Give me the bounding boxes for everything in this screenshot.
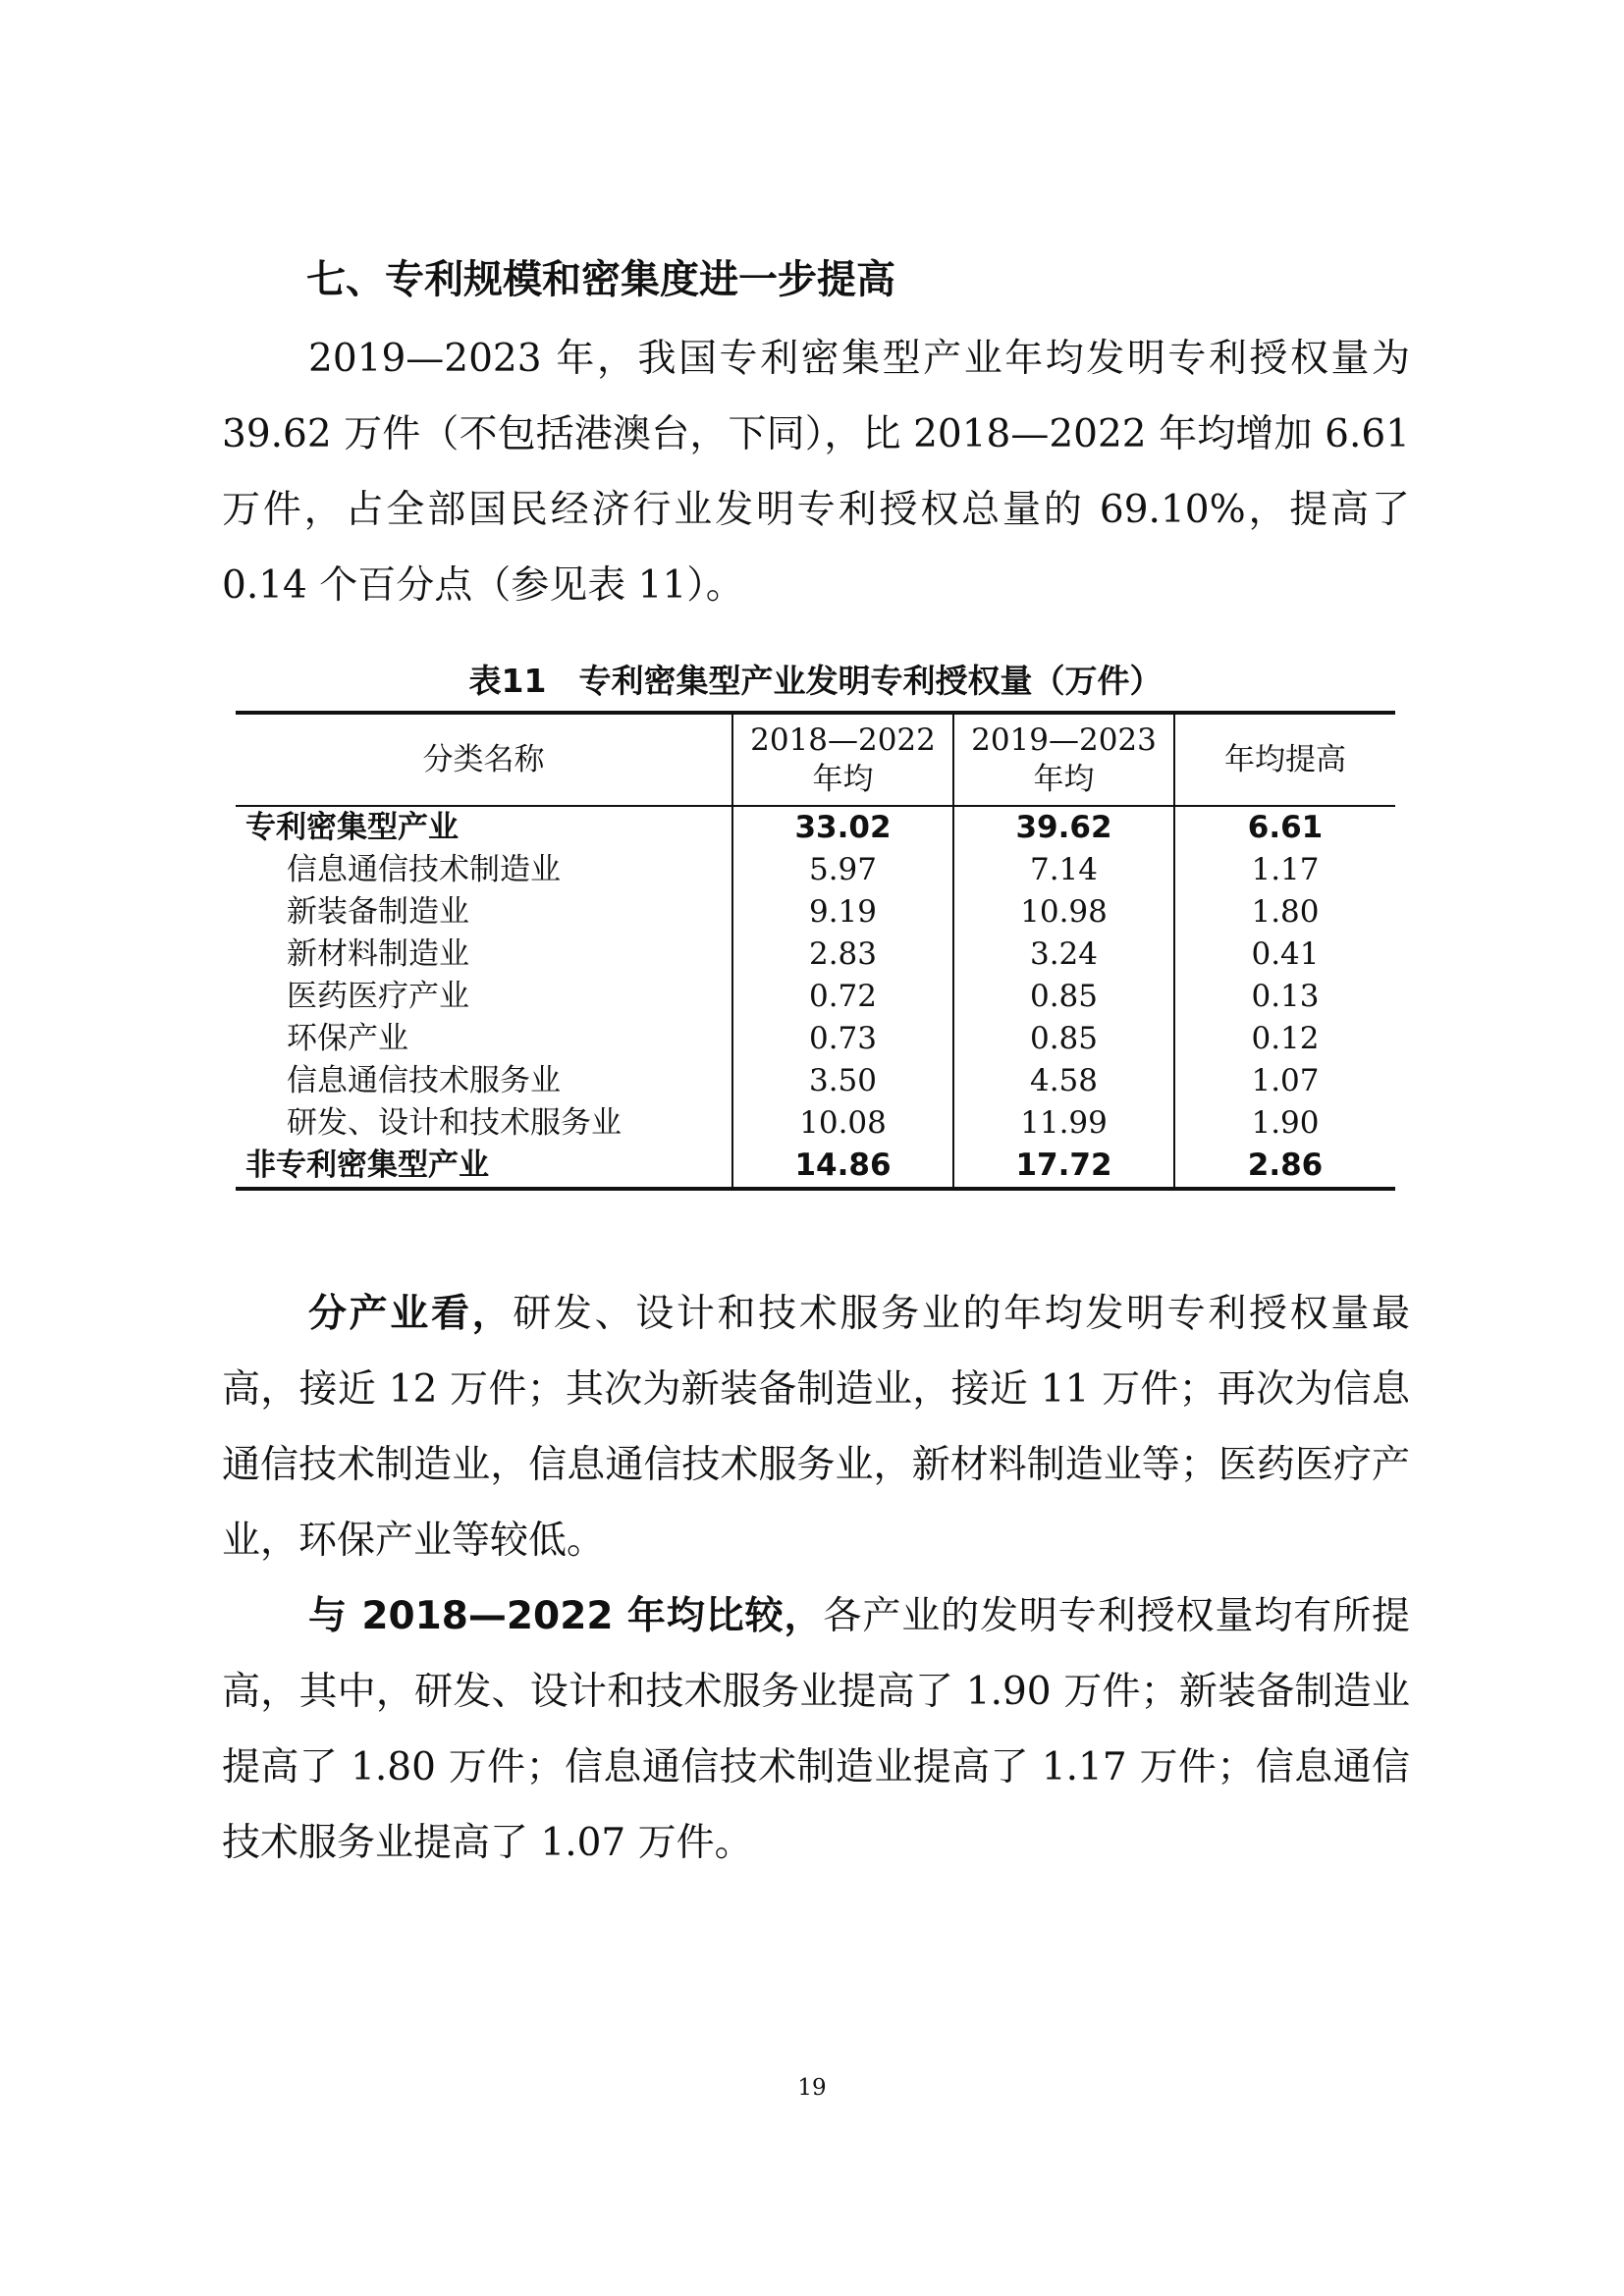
paragraph-body: 研发、设计和技术服务业的年均发明专利授权量最高，接近 12 万件；其次为新装备制造业，接近 11 万件；再次为信息通信技术制造业，信息通信技术服务业，新材料制造业等；医药医疗产业，环保产业等较低。 xyxy=(222,1292,1410,1563)
row-value-2019: 39.62 xyxy=(953,806,1174,849)
table-row xyxy=(236,849,1395,891)
patent-grants-table xyxy=(236,711,1395,1191)
table-row xyxy=(236,1145,1395,1189)
row-value-2018: 0.73 xyxy=(732,1018,953,1060)
row-value-increase: 6.61 xyxy=(1174,806,1395,849)
row-value-increase: 0.12 xyxy=(1174,1018,1395,1060)
header-category: 分类名称 xyxy=(236,713,732,806)
row-value-2019: 0.85 xyxy=(953,976,1174,1018)
row-value-2019: 4.58 xyxy=(953,1060,1174,1102)
paragraph-by-industry xyxy=(222,1276,1410,1578)
row-value-2019: 7.14 xyxy=(953,849,1174,891)
row-name: 新装备制造业 xyxy=(287,894,469,930)
row-name: 信息通信技术制造业 xyxy=(287,852,561,887)
table-row xyxy=(236,1018,1395,1060)
row-value-increase: 1.17 xyxy=(1174,849,1395,891)
row-value-increase: 1.90 xyxy=(1174,1102,1395,1145)
page-number: 19 xyxy=(797,2075,827,2101)
row-value-increase: 0.41 xyxy=(1174,934,1395,976)
paragraph-summary: 2019—2023 年，我国专利密集型产业年均发明专利授权量为 39.62 万件（不包括港澳台，下同），比 2018—2022 年均增加 6.61 万件，占全部国民经济行业发明专利授权总量的 69.10%，提高了 0.14 个百分点（参见表 11）。 xyxy=(222,337,1410,608)
paragraph-lead: 分产业看， xyxy=(308,1292,514,1336)
table-row xyxy=(236,1060,1395,1102)
row-value-2019: 10.98 xyxy=(953,891,1174,934)
row-value-2019: 0.85 xyxy=(953,1018,1174,1060)
row-name: 环保产业 xyxy=(287,1021,408,1056)
row-value-increase: 1.07 xyxy=(1174,1060,1395,1102)
row-value-2018: 14.86 xyxy=(732,1145,953,1189)
header-annual-increase: 年均提高 xyxy=(1174,713,1395,806)
row-value-2018: 10.08 xyxy=(732,1102,953,1145)
row-name: 医药医疗产业 xyxy=(287,979,469,1014)
row-name: 新材料制造业 xyxy=(287,936,469,972)
row-value-2019: 17.72 xyxy=(953,1145,1174,1189)
table-row xyxy=(236,976,1395,1018)
row-value-2019: 3.24 xyxy=(953,934,1174,976)
row-name: 非专利密集型产业 xyxy=(245,1148,489,1183)
row-name: 专利密集型产业 xyxy=(245,810,459,845)
row-name: 信息通信技术服务业 xyxy=(287,1063,561,1098)
paragraph-lead: 与 2018—2022 年均比较， xyxy=(308,1594,824,1638)
row-value-2019: 11.99 xyxy=(953,1102,1174,1145)
table-header-row xyxy=(236,713,1395,806)
row-value-increase: 1.80 xyxy=(1174,891,1395,934)
section-heading: 七、专利规模和密集度进一步提高 xyxy=(306,257,895,302)
row-value-2018: 9.19 xyxy=(732,891,953,934)
row-value-2018: 2.83 xyxy=(732,934,953,976)
row-value-increase: 2.86 xyxy=(1174,1145,1395,1189)
row-value-2018: 5.97 xyxy=(732,849,953,891)
row-value-2018: 33.02 xyxy=(732,806,953,849)
header-2018-2022-avg: 2018—2022 年均 xyxy=(732,713,953,806)
table-row xyxy=(236,934,1395,976)
row-value-increase: 0.13 xyxy=(1174,976,1395,1018)
row-value-2018: 0.72 xyxy=(732,976,953,1018)
header-2019-2023-avg: 2019—2023 年均 xyxy=(953,713,1174,806)
row-name: 研发、设计和技术服务业 xyxy=(287,1105,622,1141)
table-caption: 表11 专利密集型产业发明专利授权量（万件） xyxy=(468,662,1163,700)
table-row xyxy=(236,1102,1395,1145)
paragraph-body: 各产业的发明专利授权量均有所提高，其中，研发、设计和技术服务业提高了 1.90 万件；新装备制造业提高了 1.80 万件；信息通信技术制造业提高了 1.17 万件；信息通信技术服务业提高了 1.07 万件。 xyxy=(222,1594,1410,1865)
table-row xyxy=(236,806,1395,849)
table-row xyxy=(236,891,1395,934)
paragraph-comparison xyxy=(222,1578,1410,1881)
row-value-2018: 3.50 xyxy=(732,1060,953,1102)
